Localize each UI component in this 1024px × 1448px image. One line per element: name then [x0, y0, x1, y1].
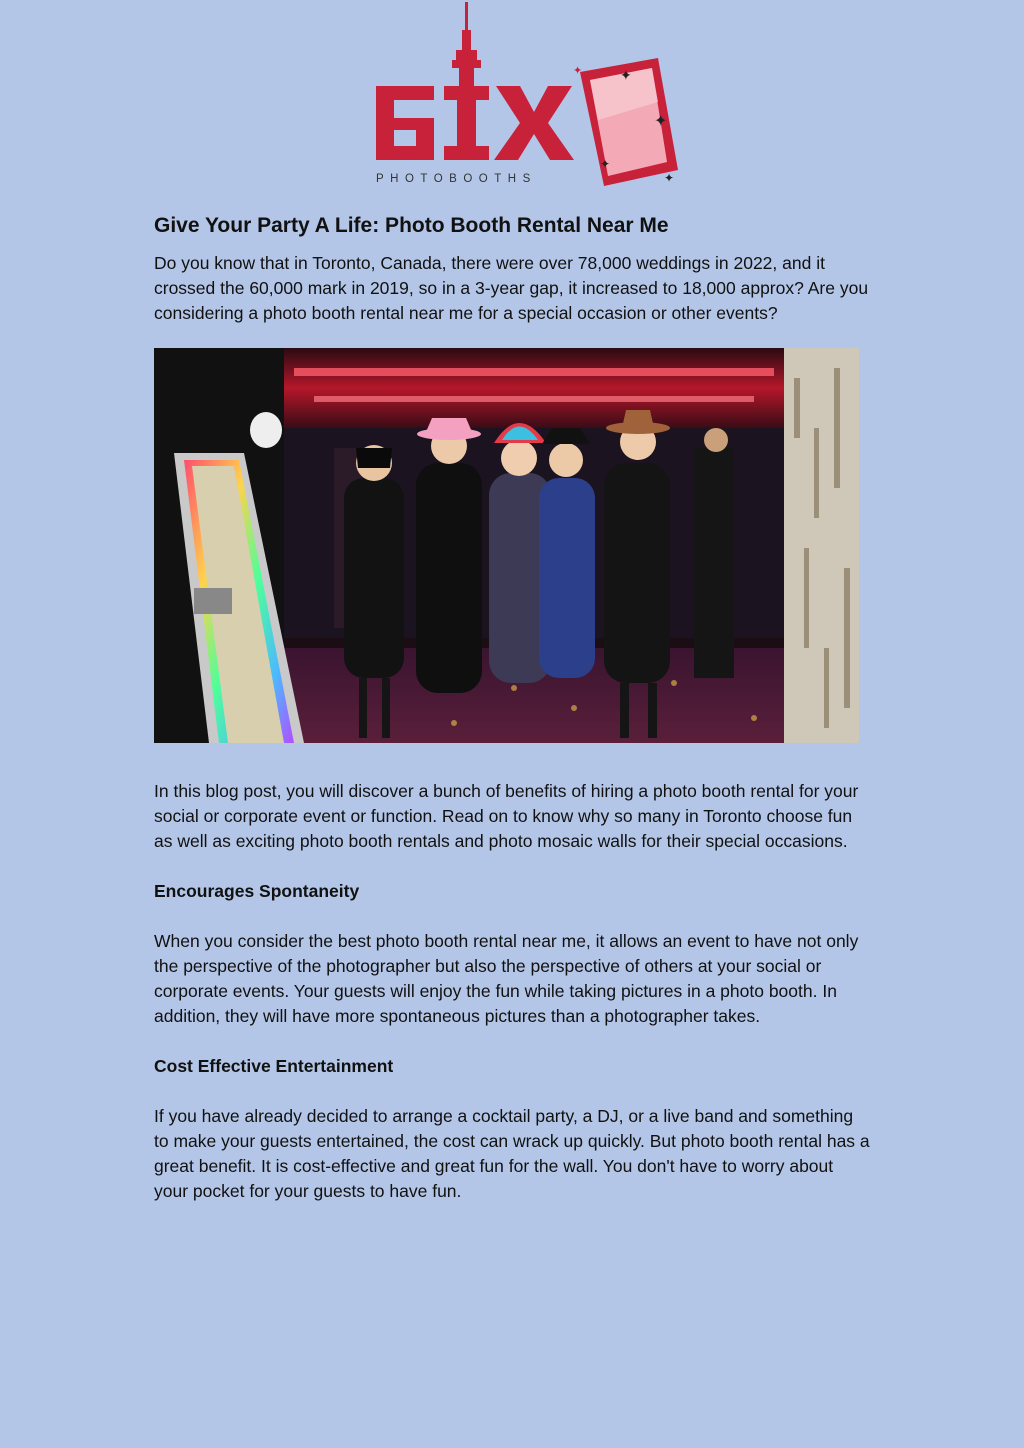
svg-text:✦: ✦: [664, 171, 675, 185]
paragraph-spontaneity: When you consider the best photo booth rental near me, it allows an event to have not only the perspective of the photographer but also the perspective of others at your social or corporate events. Your guests will enjoy the fun while taking pictures in a photo booth. In addition, they will have more spontaneous pictures than a photographer takes.: [154, 931, 859, 1027]
paragraph-cost-effective: If you have already decided to arrange a cocktail party, a DJ, or a live band and something to make your guests entertained, the cost can wrack up quickly. But photo booth rental has a great benefit. It is cost-effective and great fun for the wall. You don't have to worry about your pocket for your guests to have fun.: [154, 1106, 870, 1202]
cn-tower-icon: [452, 2, 481, 86]
intro-paragraph: Do you know that in Toronto, Canada, there were over 78,000 weddings in 2022, and it crossed the 60,000 mark in 2019, so in a 3-year gap, it increased to 18,000 approx? Are you considering a photo booth rental near me for a special occasion or other events?: [154, 253, 869, 324]
svg-text:✦: ✦: [654, 111, 668, 130]
article-title: Give Your Party A Life: Photo Booth Rental Near Me: [154, 214, 669, 237]
logo-six-glyph: [376, 86, 434, 160]
article: [154, 212, 870, 1229]
heading-cost-effective: Cost Effective Entertainment: [154, 1056, 394, 1077]
svg-text:✦: ✦: [573, 64, 583, 77]
paragraph-benefits: In this blog post, you will discover a bunch of benefits of hiring a photo booth rental for your social or corporate event or function. Read on to know why so many in Toronto choose fun as well as exciting photo booth rentals and photo mosaic walls for their special occasions.: [154, 781, 859, 852]
brand-logo: [368, 0, 688, 195]
party-photo: [154, 348, 859, 743]
svg-text:✦: ✦: [620, 68, 632, 84]
logo-i-glyph: [444, 86, 489, 160]
svg-text:✦: ✦: [600, 157, 611, 171]
logo-subtitle: PHOTOBOOTHS: [376, 173, 537, 185]
photo-frame-icon: [573, 58, 678, 186]
heading-encourages-spontaneity: Encourages Spontaneity: [154, 881, 360, 902]
logo-x-glyph: [494, 86, 574, 160]
